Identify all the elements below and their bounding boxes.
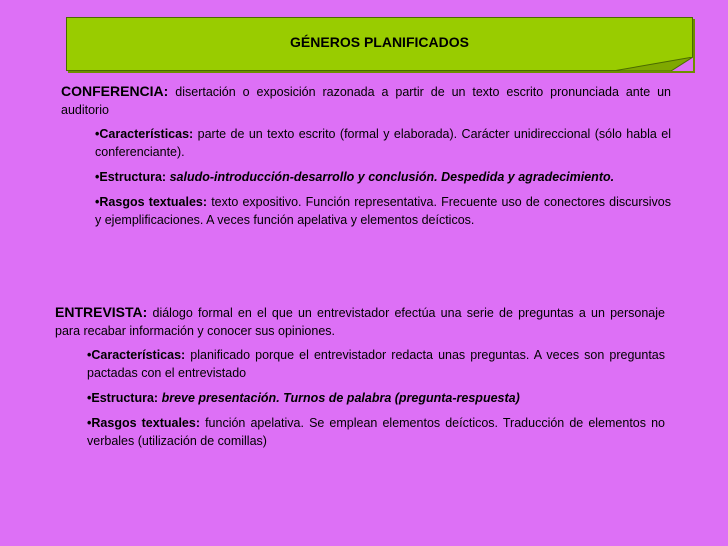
entrevista-definition: diálogo formal en el que un entrevistador efectúa una serie de preguntas a un personaje para recabar información y conocer sus opiniones.: [55, 306, 665, 338]
item-text: saludo-introducción-desarrollo y conclusión. Despedida y agradecimiento.: [169, 170, 615, 184]
conferencia-definition-paragraph: [61, 82, 671, 119]
item-key: Estructura:: [91, 391, 159, 405]
bullet-icon: •: [95, 170, 100, 184]
item-key: Rasgos textuales:: [91, 416, 200, 430]
conferencia-list: [61, 125, 671, 229]
item-text: parte de un texto escrito (formal y elaborada). Carácter unidireccional (sólo habla el conferenciante).: [95, 127, 671, 159]
item-key: Estructura:: [99, 170, 167, 184]
page-title: GÉNEROS PLANIFICADOS: [290, 34, 469, 50]
conferencia-definition: disertación o exposición razonada a partir de un texto escrito pronunciada ante un auditorio: [61, 85, 671, 117]
folded-corner-icon: [613, 57, 693, 71]
conferencia-section: [61, 82, 671, 236]
list-item: [95, 125, 671, 161]
bullet-icon: •: [87, 416, 92, 430]
list-item: [95, 193, 671, 229]
title-banner: [66, 17, 693, 71]
bullet-icon: •: [87, 348, 92, 362]
item-text: función apelativa. Se emplean elementos deícticos. Traducción de elementos no verbales (utilización de comillas): [87, 416, 665, 448]
bullet-icon: •: [95, 195, 100, 209]
conferencia-heading: CONFERENCIA:: [61, 83, 169, 99]
entrevista-heading: ENTREVISTA:: [55, 304, 148, 320]
entrevista-definition-paragraph: [55, 303, 665, 340]
list-item: [87, 346, 665, 382]
item-key: Características:: [99, 127, 194, 141]
bullet-icon: •: [95, 127, 100, 141]
entrevista-section: [55, 303, 665, 457]
list-item: [87, 389, 665, 407]
item-text: planificado porque el entrevistador redacta unas preguntas. A veces son preguntas pactadas con el entrevistado: [87, 348, 665, 380]
item-text: breve presentación. Turnos de palabra (pregunta-respuesta): [161, 391, 520, 405]
bullet-icon: •: [87, 391, 92, 405]
item-key: Rasgos textuales:: [99, 195, 208, 209]
list-item: [87, 414, 665, 450]
entrevista-list: [55, 346, 665, 450]
item-key: Características:: [91, 348, 186, 362]
list-item: [95, 168, 671, 186]
item-text: texto expositivo. Función representativa. Frecuente uso de conectores discursivos y ejemplificaciones. A veces función apelativa y elementos deícticos.: [95, 195, 671, 227]
